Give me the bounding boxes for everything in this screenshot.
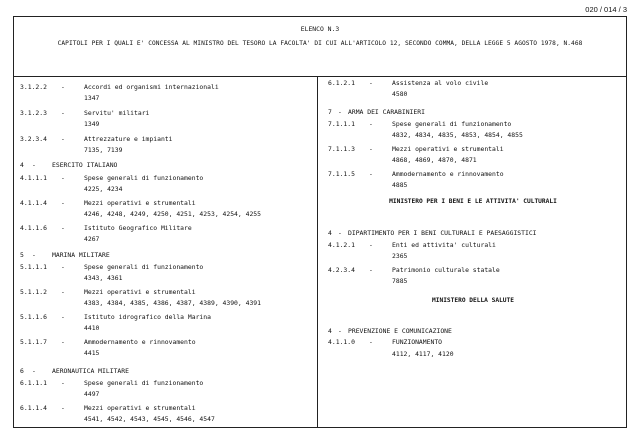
- chapter-code: 5.1.1.7: [20, 338, 47, 346]
- category-number: 4: [328, 229, 332, 237]
- category-dash: -: [338, 327, 342, 335]
- chapter-numbers: 4580: [392, 90, 408, 98]
- chapter-code: 4.1.1.4: [20, 199, 47, 207]
- chapter-code: 6.1.1.1: [20, 379, 47, 387]
- chapter-description: Istituto idrografico della Marina: [84, 313, 211, 321]
- chapter-code: 3.1.2.2: [20, 83, 47, 91]
- chapter-description: Mezzi operativi e strumentali: [84, 199, 196, 207]
- chapter-numbers: 4868, 4869, 4870, 4871: [392, 156, 477, 164]
- category-dash: -: [32, 367, 36, 375]
- chapter-description: Spese generali di funzionamento: [84, 174, 204, 182]
- chapter-description: Enti ed attivita' culturali: [392, 241, 496, 249]
- page-reference: 020 / 014 / 3: [585, 5, 627, 14]
- chapter-numbers: 4497: [84, 390, 100, 398]
- chapter-dash: -: [61, 263, 65, 271]
- chapter-code: 7.1.1.3: [328, 145, 355, 153]
- chapter-description: Spese generali di funzionamento: [84, 263, 204, 271]
- chapter-code: 7.1.1.5: [328, 170, 355, 178]
- chapter-dash: -: [369, 120, 373, 128]
- chapter-numbers: 4541, 4542, 4543, 4545, 4546, 4547: [84, 415, 215, 423]
- chapter-dash: -: [369, 266, 373, 274]
- chapter-description: Mezzi operativi e strumentali: [84, 404, 196, 412]
- category-heading: ESERCITO ITALIANO: [52, 161, 118, 169]
- chapter-description: Istituto Geografico Militare: [84, 224, 192, 232]
- chapter-dash: -: [61, 109, 65, 117]
- chapter-code: 5.1.1.2: [20, 288, 47, 296]
- category-heading: ARMA DEI CARABINIERI: [348, 108, 425, 116]
- chapter-dash: -: [369, 79, 373, 87]
- category-number: 4: [20, 161, 24, 169]
- chapter-numbers: 4383, 4384, 4385, 4386, 4387, 4389, 4390, 4391: [84, 299, 261, 307]
- chapter-code: 5.1.1.6: [20, 313, 47, 321]
- chapter-dash: -: [61, 224, 65, 232]
- category-dash: -: [32, 161, 36, 169]
- chapter-description: Mezzi operativi e strumentali: [392, 145, 504, 153]
- category-heading: MARINA MILITARE: [52, 251, 110, 259]
- chapter-code: 6.1.1.4: [20, 404, 47, 412]
- chapter-numbers: 4343, 4361: [84, 274, 123, 282]
- category-number: 4: [328, 327, 332, 335]
- chapter-description: Mezzi operativi e strumentali: [84, 288, 196, 296]
- chapter-description: Spese generali di funzionamento: [392, 120, 512, 128]
- chapter-dash: -: [369, 241, 373, 249]
- chapter-dash: -: [369, 145, 373, 153]
- chapter-numbers: 7135, 7139: [84, 146, 123, 154]
- chapter-numbers: 7885: [392, 277, 408, 285]
- chapter-code: 3.2.3.4: [20, 135, 47, 143]
- chapter-dash: -: [369, 170, 373, 178]
- chapter-dash: -: [61, 199, 65, 207]
- chapter-description: Assistenza al volo civile: [392, 79, 489, 87]
- chapter-description: Attrezzature e impianti: [84, 135, 173, 143]
- chapter-numbers: 4225, 4234: [84, 185, 123, 193]
- list-title: ELENCO N.3: [300, 25, 340, 33]
- chapter-code: 4.1.1.0: [328, 338, 355, 346]
- chapter-description: Spese generali di funzionamento: [84, 379, 204, 387]
- chapter-description: Patrimonio culturale statale: [392, 266, 500, 274]
- chapter-dash: -: [369, 338, 373, 346]
- ministry-heading: MINISTERO PER I BENI E LE ATTIVITA' CULTURALI: [389, 198, 557, 205]
- chapter-code: 3.1.2.3: [20, 109, 47, 117]
- category-number: 6: [20, 367, 24, 375]
- chapter-dash: -: [61, 135, 65, 143]
- chapter-dash: -: [61, 83, 65, 91]
- chapter-numbers: 4885: [392, 181, 408, 189]
- document-frame: [13, 16, 627, 428]
- category-heading: AERONAUTICA MILITARE: [52, 367, 129, 375]
- chapter-numbers: 4832, 4834, 4835, 4853, 4854, 4855: [392, 131, 523, 139]
- category-dash: -: [338, 229, 342, 237]
- chapter-code: 6.1.2.1: [328, 79, 355, 87]
- list-subtitle: CAPITOLI PER I QUALI E' CONCESSA AL MINISTRO DEL TESORO LA FACOLTA' DI CUI ALL'ARTICOLO 12, SECONDO COMMA, DELLA LEGGE 5 AGOSTO 1978, N.468: [57, 40, 583, 47]
- chapter-dash: -: [61, 379, 65, 387]
- chapter-dash: -: [61, 313, 65, 321]
- chapter-code: 7.1.1.1: [328, 120, 355, 128]
- chapter-numbers: 2365: [392, 252, 408, 260]
- chapter-code: 4.1.1.1: [20, 174, 47, 182]
- chapter-numbers: 4112, 4117, 4120: [392, 350, 454, 358]
- category-number: 5: [20, 251, 24, 259]
- chapter-dash: -: [61, 338, 65, 346]
- chapter-numbers: 1347: [84, 94, 100, 102]
- chapter-description: Servitu' militari: [84, 109, 150, 117]
- column-divider: [317, 76, 318, 427]
- category-dash: -: [338, 108, 342, 116]
- category-heading: PREVENZIONE E COMUNICAZIONE: [348, 327, 452, 335]
- category-heading: DIPARTIMENTO PER I BENI CULTURALI E PAESAGGISTICI: [348, 229, 537, 237]
- chapter-code: 4.1.1.6: [20, 224, 47, 232]
- chapter-numbers: 1349: [84, 120, 100, 128]
- header-divider: [14, 76, 626, 77]
- chapter-code: 5.1.1.1: [20, 263, 47, 271]
- chapter-dash: -: [61, 404, 65, 412]
- chapter-numbers: 4415: [84, 349, 100, 357]
- chapter-dash: -: [61, 288, 65, 296]
- chapter-numbers: 4246, 4248, 4249, 4250, 4251, 4253, 4254, 4255: [84, 210, 261, 218]
- category-number: 7: [328, 108, 332, 116]
- chapter-dash: -: [61, 174, 65, 182]
- chapter-numbers: 4267: [84, 235, 100, 243]
- chapter-description: FUNZIONAMENTO: [392, 338, 443, 346]
- chapter-code: 4.2.3.4: [328, 266, 355, 274]
- chapter-numbers: 4410: [84, 324, 100, 332]
- chapter-description: Accordi ed organismi internazionali: [84, 83, 219, 91]
- category-dash: -: [32, 251, 36, 259]
- ministry-heading: MINISTERO DELLA SALUTE: [432, 297, 514, 304]
- chapter-description: Ammodernamento e rinnovamento: [392, 170, 504, 178]
- chapter-description: Ammodernamento e rinnovamento: [84, 338, 196, 346]
- chapter-code: 4.1.2.1: [328, 241, 355, 249]
